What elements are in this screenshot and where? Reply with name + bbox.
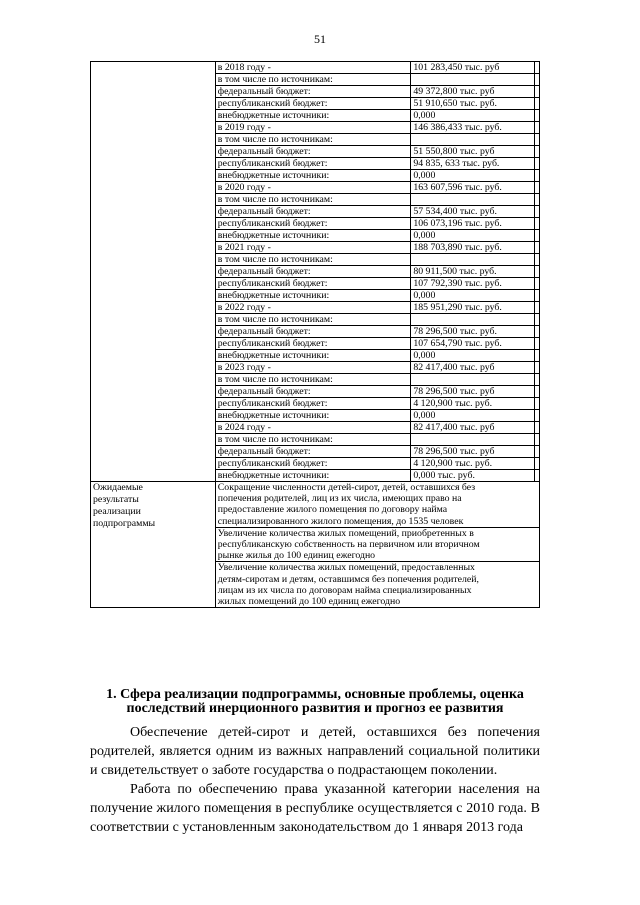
finance-row-desc: федеральный бюджет: bbox=[215, 206, 411, 218]
section-heading-line: 1. Сфера реализации подпрограммы, основные проблемы, оценка bbox=[106, 687, 524, 702]
finance-row-desc: федеральный бюджет: bbox=[215, 446, 411, 458]
finance-row-spacer bbox=[535, 290, 540, 302]
expected-results-label-line: результаты bbox=[93, 494, 139, 505]
paragraph: Обеспечение детей-сирот и детей, оставшихся без попечения родителей, является одним из важных направлений социальной политики и свидетельствует о заботе государства о подрастающем поколении. bbox=[90, 725, 540, 778]
finance-row-spacer bbox=[535, 230, 540, 242]
finance-row-desc: республиканский бюджет: bbox=[215, 338, 411, 350]
finance-row-spacer bbox=[535, 206, 540, 218]
finance-row-desc: республиканский бюджет: bbox=[215, 278, 411, 290]
finance-row-desc: в 2020 году - bbox=[215, 182, 411, 194]
finance-row-value: 106 073,196 тыс. руб. bbox=[411, 218, 535, 230]
finance-row-desc: в 2018 году - bbox=[215, 62, 411, 74]
finance-row-desc: федеральный бюджет: bbox=[215, 146, 411, 158]
page-number: 51 bbox=[314, 32, 326, 46]
finance-row-value: 0,000 bbox=[411, 170, 535, 182]
expected-result-line: лицам из их числа по договорам найма специализированных bbox=[217, 584, 472, 596]
finance-row-desc: федеральный бюджет: bbox=[215, 326, 411, 338]
finance-row-value: 0,000 bbox=[411, 290, 535, 302]
finance-row-spacer bbox=[535, 362, 540, 374]
finance-row-value: 0,000 bbox=[411, 410, 535, 422]
finance-row-desc: в 2023 году - bbox=[215, 362, 411, 374]
finance-row-spacer bbox=[535, 74, 540, 86]
finance-row-desc: внебюджетные источники: bbox=[215, 230, 411, 242]
finance-row-value: 4 120,900 тыс. руб. bbox=[411, 398, 535, 410]
finance-row-desc: в том числе по источникам: bbox=[215, 314, 411, 326]
finance-row-spacer bbox=[535, 98, 540, 110]
expected-result-text bbox=[215, 562, 539, 608]
finance-row-value: 107 792,390 тыс. руб. bbox=[411, 278, 535, 290]
paragraph: Работа по обеспечению права указанной категории населения на получение жилого помещения в республике осуществляется с 2010 года. В соответствии с установленным законодательством до 1 января 2013 года bbox=[90, 782, 540, 835]
finance-row-value: 57 534,400 тыс. руб. bbox=[411, 206, 535, 218]
finance-row-spacer bbox=[535, 302, 540, 314]
finance-row-desc: республиканский бюджет: bbox=[215, 458, 411, 470]
finance-row-spacer bbox=[535, 410, 540, 422]
expected-result-line: попечения родителей, лиц из их числа, имеющих право на bbox=[217, 493, 462, 505]
finance-row-desc: в том числе по источникам: bbox=[215, 254, 411, 266]
finance-row-spacer bbox=[535, 122, 540, 134]
finance-row-desc: внебюджетные источники: bbox=[215, 470, 411, 482]
finance-row-desc: федеральный бюджет: bbox=[215, 266, 411, 278]
finance-row-spacer bbox=[535, 458, 540, 470]
finance-row-value: 185 951,290 тыс. руб. bbox=[411, 302, 535, 314]
finance-row-value: 51 550,800 тыс. руб bbox=[411, 146, 535, 158]
finance-row-value: 0,000 bbox=[411, 110, 535, 122]
finance-row-value: 94 835, 633 тыс. руб. bbox=[411, 158, 535, 170]
finance-row-spacer bbox=[535, 134, 540, 146]
finance-row-spacer bbox=[535, 374, 540, 386]
expected-result-line: республиканскую собственность на первичном или вторичном bbox=[217, 539, 480, 551]
finance-row-value: 188 703,890 тыс. руб. bbox=[411, 242, 535, 254]
finance-row-value bbox=[411, 434, 535, 446]
finance-row-desc: федеральный бюджет: bbox=[215, 86, 411, 98]
finance-row-spacer bbox=[535, 254, 540, 266]
finance-row-desc: в том числе по источникам: bbox=[215, 374, 411, 386]
finance-row-desc: внебюджетные источники: bbox=[215, 110, 411, 122]
finance-row-value bbox=[411, 194, 535, 206]
finance-row-spacer bbox=[535, 326, 540, 338]
finance-row-desc: в том числе по источникам: bbox=[215, 74, 411, 86]
finance-row-spacer bbox=[535, 194, 540, 206]
finance-row-spacer bbox=[535, 278, 540, 290]
finance-row-spacer bbox=[535, 338, 540, 350]
finance-row-value: 163 607,596 тыс. руб. bbox=[411, 182, 535, 194]
expected-result-line: жилых помещений до 100 единиц ежегодно bbox=[217, 596, 401, 608]
section-heading-line: последствий инерционного развития и прогноз ее развития bbox=[126, 701, 504, 716]
expected-result-line: Сокращение численности детей-сирот, детей, оставшихся без bbox=[217, 482, 476, 493]
expected-result-line: детям-сиротам и детям, оставшимся без попечения родителей, bbox=[217, 573, 479, 585]
financing-table bbox=[90, 61, 540, 608]
expected-result-text bbox=[215, 482, 539, 528]
finance-row-spacer bbox=[535, 146, 540, 158]
finance-row-desc: в 2019 году - bbox=[215, 122, 411, 134]
finance-row-spacer bbox=[535, 86, 540, 98]
finance-row-desc: в том числе по источникам: bbox=[215, 194, 411, 206]
finance-row-desc: в том числе по источникам: bbox=[215, 134, 411, 146]
finance-row-spacer bbox=[535, 170, 540, 182]
finance-row-spacer bbox=[535, 182, 540, 194]
expected-results-label bbox=[91, 482, 216, 608]
expected-result-text bbox=[215, 527, 539, 562]
expected-result-line: рынке жилья до 100 единиц ежегодно bbox=[217, 550, 376, 562]
finance-row-desc: внебюджетные источники: bbox=[215, 170, 411, 182]
finance-row-desc: внебюджетные источники: bbox=[215, 350, 411, 362]
expected-result-line: Увеличение количества жилых помещений, приобретенных в bbox=[217, 527, 474, 539]
finance-row-spacer bbox=[535, 446, 540, 458]
financing-label-cell bbox=[91, 62, 216, 482]
finance-row-value: 82 417,400 тыс. руб bbox=[411, 422, 535, 434]
finance-row-desc: республиканский бюджет: bbox=[215, 398, 411, 410]
finance-row-value: 146 386,433 тыс. руб. bbox=[411, 122, 535, 134]
expected-results-label-line: подпрограммы bbox=[93, 518, 156, 529]
finance-row-value: 78 296,500 тыс. руб bbox=[411, 386, 535, 398]
finance-row-spacer bbox=[535, 422, 540, 434]
finance-row-value: 0,000 bbox=[411, 350, 535, 362]
finance-row-value bbox=[411, 254, 535, 266]
finance-row-desc: республиканский бюджет: bbox=[215, 218, 411, 230]
finance-row-value: 101 283,450 тыс. руб bbox=[411, 62, 535, 74]
finance-row-desc: внебюджетные источники: bbox=[215, 290, 411, 302]
finance-row-value bbox=[411, 134, 535, 146]
expected-result-line: предоставление жилого помещения по договору найма bbox=[217, 504, 448, 516]
finance-row-desc: федеральный бюджет: bbox=[215, 386, 411, 398]
finance-row-value: 82 417,400 тыс. руб bbox=[411, 362, 535, 374]
finance-row-desc: в 2024 году - bbox=[215, 422, 411, 434]
finance-row-spacer bbox=[535, 314, 540, 326]
finance-row-desc: республиканский бюджет: bbox=[215, 98, 411, 110]
finance-row-desc: республиканский бюджет: bbox=[215, 158, 411, 170]
finance-row-spacer bbox=[535, 434, 540, 446]
finance-row-value: 0,000 bbox=[411, 230, 535, 242]
finance-row-value: 80 911,500 тыс. руб. bbox=[411, 266, 535, 278]
finance-row bbox=[91, 62, 540, 74]
finance-row-value: 4 120,900 тыс. руб. bbox=[411, 458, 535, 470]
finance-row-value bbox=[411, 374, 535, 386]
finance-row-desc: в том числе по источникам: bbox=[215, 434, 411, 446]
finance-row-spacer bbox=[535, 158, 540, 170]
finance-row-desc: в 2022 году - bbox=[215, 302, 411, 314]
finance-row-value: 78 296,500 тыс. руб. bbox=[411, 326, 535, 338]
finance-row-spacer bbox=[535, 470, 540, 482]
finance-row-spacer bbox=[535, 218, 540, 230]
finance-row-value: 0,000 тыс. руб. bbox=[411, 470, 535, 482]
finance-row-spacer bbox=[535, 398, 540, 410]
expected-result-line: специализированного жилого помещения, до 1535 человек bbox=[217, 515, 464, 527]
finance-row-desc: внебюджетные источники: bbox=[215, 410, 411, 422]
finance-row-spacer bbox=[535, 386, 540, 398]
expected-results-label-line: реализации bbox=[93, 506, 141, 517]
expected-result-line: Увеличение количества жилых помещений, предоставленных bbox=[217, 562, 475, 574]
expected-result-row bbox=[91, 482, 540, 528]
finance-row-value: 51 910,650 тыс. руб. bbox=[411, 98, 535, 110]
section-heading bbox=[90, 688, 540, 716]
expected-results-label-line: Ожидаемые bbox=[93, 482, 143, 493]
finance-row-value: 107 654,790 тыс. руб. bbox=[411, 338, 535, 350]
finance-row-value: 49 372,800 тыс. руб bbox=[411, 86, 535, 98]
finance-row-spacer bbox=[535, 242, 540, 254]
finance-row-value bbox=[411, 74, 535, 86]
finance-row-value bbox=[411, 314, 535, 326]
finance-row-desc: в 2021 году - bbox=[215, 242, 411, 254]
finance-row-spacer bbox=[535, 110, 540, 122]
finance-row-spacer bbox=[535, 62, 540, 74]
finance-row-spacer bbox=[535, 266, 540, 278]
finance-row-value: 78 296,500 тыс. руб bbox=[411, 446, 535, 458]
finance-row-spacer bbox=[535, 350, 540, 362]
